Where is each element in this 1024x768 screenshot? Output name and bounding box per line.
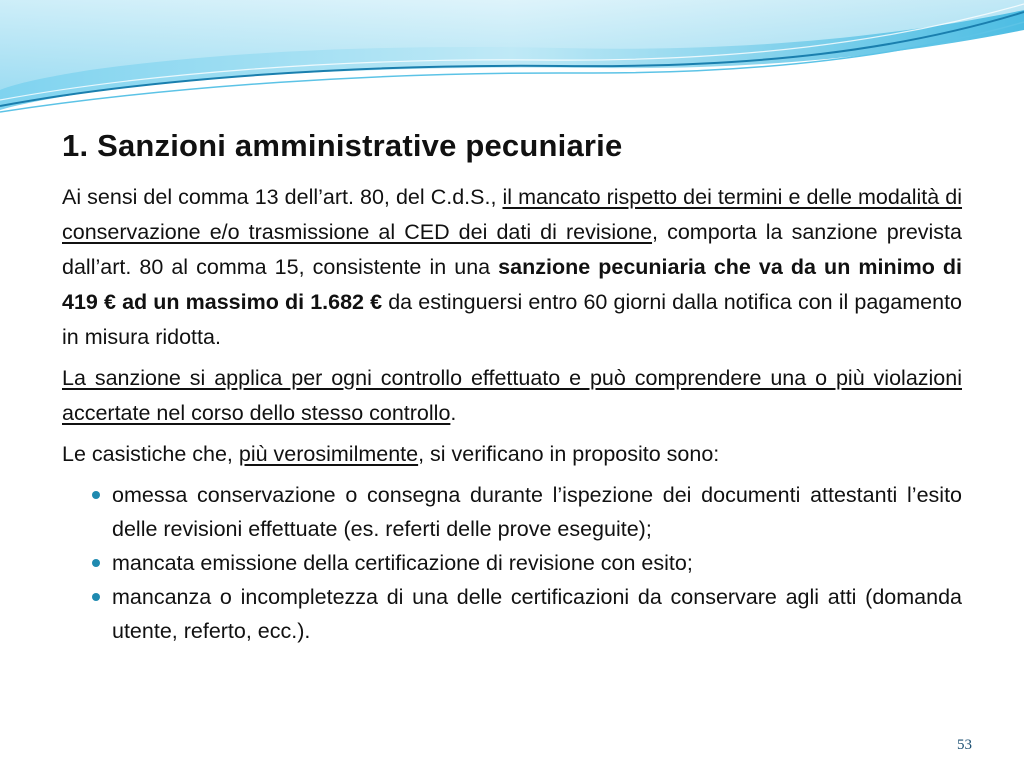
list-item <box>62 546 962 580</box>
text-span: Le casistiche che, <box>62 442 239 466</box>
text-span: Ai sensi del comma 13 dell’art. 80, del C.d.S., <box>62 185 503 209</box>
paragraph-cases <box>62 437 962 472</box>
text-span: , comporta la sanzione prevista dall’art. 80 al comma 15, consistente in una <box>62 220 962 279</box>
bullet-icon <box>92 559 100 567</box>
list-item <box>62 478 962 546</box>
bullet-icon <box>92 593 100 601</box>
paragraph-scope <box>62 361 962 431</box>
underlined-text: più verosimilmente <box>238 442 419 466</box>
underlined-text: La sanzione si applica per ogni controllo effettuato e può comprendere una o più violazioni accertate nel corso dello stesso controllo <box>62 366 962 425</box>
list-item-text: omessa conservazione o consegna durante l’ispezione dei documenti attestanti l’esito delle revisioni effettuate (es. referti delle prove eseguite); <box>112 483 962 541</box>
list-item-text: mancata emissione della certificazione di revisione con esito; <box>112 551 693 575</box>
cases-list <box>62 478 962 648</box>
text-span: da estinguersi entro 60 giorni dalla notifica con il pagamento in misura ridotta. <box>62 290 963 349</box>
bullet-icon <box>92 491 100 499</box>
list-item-text: mancanza o incompletezza di una delle certificazioni da conservare agli atti (domanda utente, referto, ecc.). <box>112 585 962 643</box>
page-number: 53 <box>957 737 972 753</box>
header-wave-decoration <box>0 0 1024 120</box>
underlined-text: il mancato rispetto dei termini e delle modalità di conservazione e/o trasmissione al CED dei dati di revisione <box>62 185 963 244</box>
text-span: , si verificano in proposito sono: <box>418 442 720 466</box>
list-item <box>62 580 962 648</box>
slide-content <box>62 180 962 648</box>
bold-text: sanzione pecuniaria che va da un minimo di 419 € ad un massimo di 1.682 € <box>62 255 962 314</box>
slide-title: 1. Sanzioni amministrative pecuniarie <box>62 128 623 163</box>
paragraph-intro <box>62 180 962 355</box>
text-span: . <box>450 401 457 425</box>
